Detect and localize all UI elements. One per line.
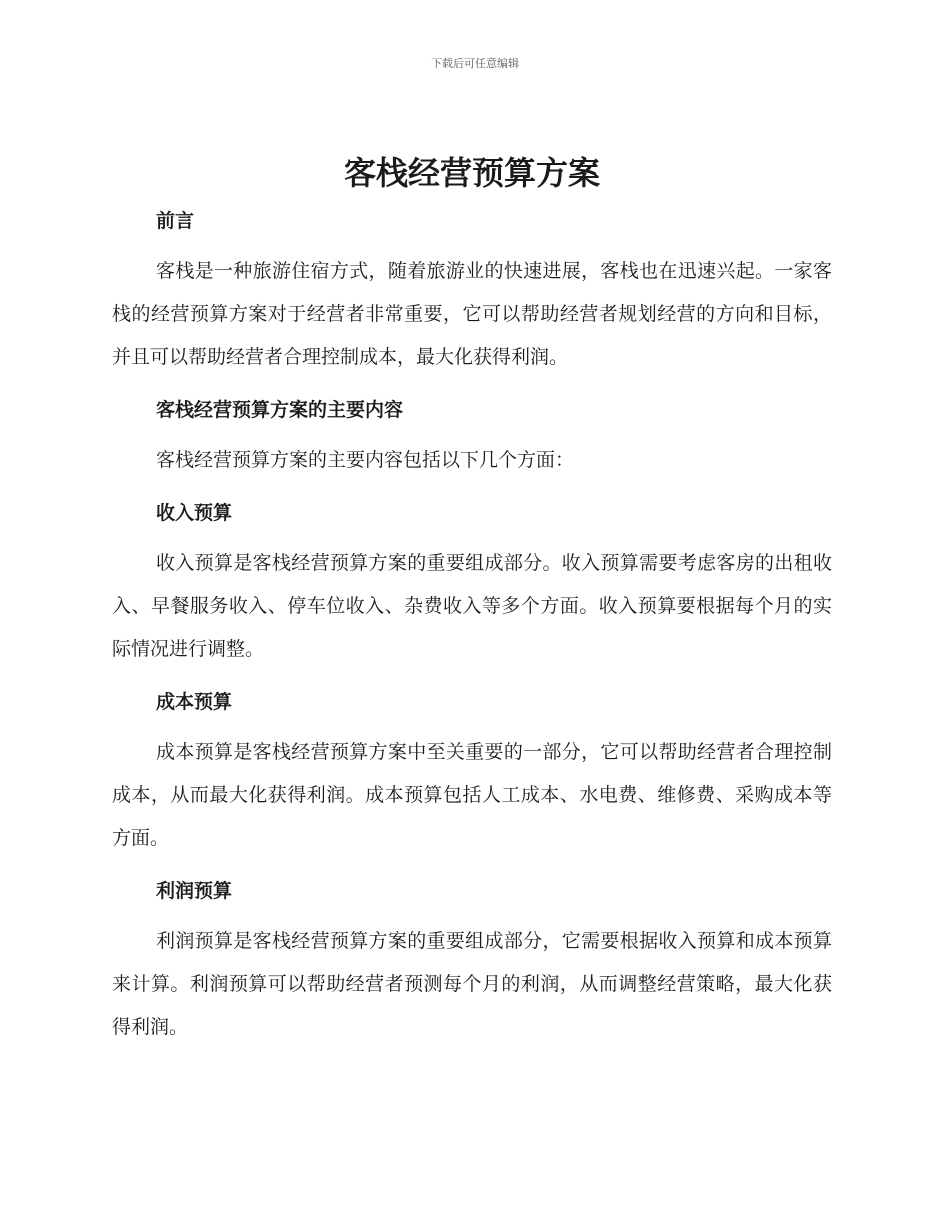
section-paragraph-income-budget: 收入预算是客栈经营预算方案的重要组成部分。收入预算需要考虑客房的出租收入、早餐服务收入、停车位收入、杂费收入等多个方面。收入预算要根据每个月的实际情况进行调整。 <box>112 552 832 660</box>
page-header: 下载后可任意编辑 <box>431 57 519 70</box>
section-paragraph-main-content: 客栈经营预算方案的主要内容包括以下几个方面： <box>156 449 575 471</box>
section-heading-preface: 前言 <box>156 210 195 232</box>
document-title: 客栈经营预算方案 <box>343 154 600 192</box>
section-heading-income-budget: 收入预算 <box>156 502 233 524</box>
section-heading-main-content: 客栈经营预算方案的主要内容 <box>156 399 404 421</box>
section-heading-profit-budget: 利润预算 <box>156 880 233 902</box>
section-paragraph-profit-budget: 利润预算是客栈经营预算方案的重要组成部分，它需要根据收入预算和成本预算来计算。利润预算可以帮助经营者预测每个月的利润，从而调整经营策略，最大化获得利润。 <box>112 930 832 1038</box>
document-body <box>112 150 832 1049</box>
section-heading-cost-budget: 成本预算 <box>156 691 233 713</box>
section-paragraph-preface: 客栈是一种旅游住宿方式，随着旅游业的快速进展，客栈也在迅速兴起。一家客栈的经营预算方案对于经营者非常重要，它可以帮助经营者规划经营的方向和目标，并且可以帮助经营者合理控制成本，最大化获得利润。 <box>112 260 832 368</box>
section-paragraph-cost-budget: 成本预算是客栈经营预算方案中至关重要的一部分，它可以帮助经营者合理控制成本，从而最大化获得利润。成本预算包括人工成本、水电费、维修费、采购成本等方面。 <box>112 741 832 849</box>
